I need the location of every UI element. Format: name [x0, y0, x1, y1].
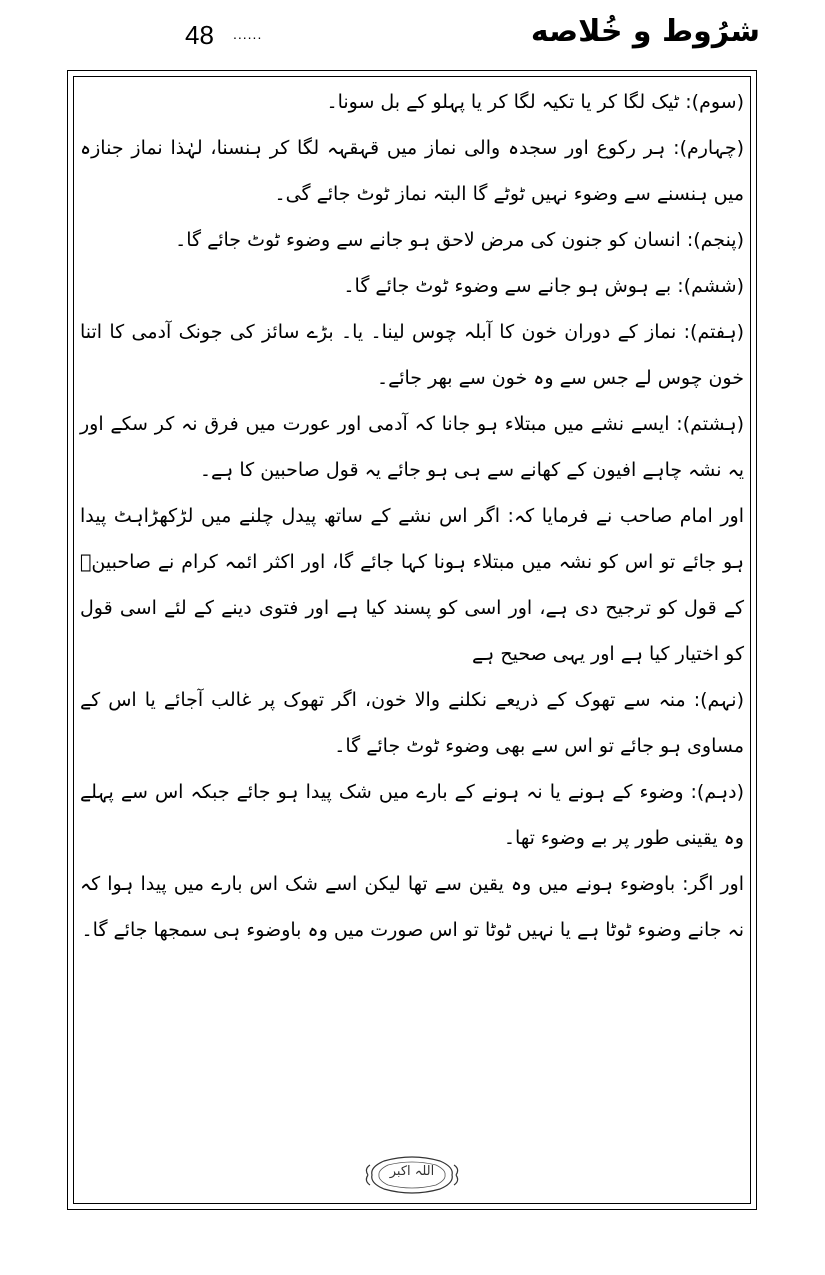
paragraph-insanity: (پنجم): انسان کو جنون کی مرض لاحق ہو جانے سے وضوء ٹوٹ جائے گا۔ [175, 229, 744, 251]
page-number: 48 [185, 20, 214, 50]
ornament-calligraphy-text: اللہ اکبر [389, 1164, 435, 1179]
paragraph-intoxication: (ہشتم): ایسے نشے میں مبتلاء ہو جانا کہ آدمی اور عورت میں فرق نہ کر سکے اور یہ نشہ چاہے افیون کے کھانے سے ہی ہو جائے یہ قول صاحبین کا ہے۔ [80, 413, 744, 481]
paragraph-imam-opinion: اور امام صاحب نے فرمایا کہ: اگر اس نشے کے ساتھ پیدل چلنے میں لڑکھڑاہٹ پیدا ہو جائے تو اس کو نشہ میں مبتلاء ہونا کہا جائے گا، اور اکثر ائمہ کرام نے صاحبینؒ کے قول کو ترجیح دی ہے، اور اسی کو پسند کیا ہے اور فتوی دینے کے لئے اسی قول کو اختیار کیا ہے اور یہی صحیح ہے [80, 505, 744, 665]
paragraph-blood-in-saliva: (نہم): منہ سے تھوک کے ذریعے نکلنے والا خون، اگر تھوک پر غالب آجائے یا اس کے مساوی ہو جائے تو اس سے بھی وضوء ٹوٹ جائے گا۔ [80, 689, 744, 757]
page-number-leader: ...... [233, 26, 263, 42]
text-frame [67, 70, 757, 1210]
paragraph-certainty: اور اگر: باوضوء ہونے میں وہ یقین سے تھا لیکن اسے شک اس بارے میں پیدا ہوا کہ نہ جانے وضوء ٹوٹا ہے یا نہیں ٹوٹا تو اس صورت میں وہ باوضوء ہی سمجھا جائے گا۔ [80, 873, 744, 941]
page-header [70, 14, 760, 60]
paragraph-unconsciousness: (ششم): بے ہوش ہو جانے سے وضوء ٹوٹ جائے گا۔ [343, 275, 744, 297]
running-title: شرُوط و خُلاصه [530, 14, 760, 49]
body-text [80, 79, 744, 953]
paragraph-sleeping: (سوم): ٹیک لگا کر یا تکیہ لگا کر یا پہلو کے بل سونا۔ [326, 91, 744, 113]
paragraph-blood-blister: (ہفتم): نماز کے دوران خون کا آبلہ چوس لینا۔ یا۔ بڑے سائز کی جونک آدمی کا اتنا خون چوس لے جس سے وہ خون سے بھر جائے۔ [80, 321, 744, 389]
paragraph-doubt: (دہم): وضوء کے ہونے یا نہ ہونے کے بارے میں شک پیدا ہو جائے جبکہ اس سے پہلے وہ یقینی طور پر بے وضوء تھا۔ [80, 781, 744, 849]
paragraph-laughing: (چہارم): ہر رکوع اور سجدہ والی نماز میں قہقہہ لگا کر ہنسنا، لہٰذا نماز جنازہ میں ہنسنے سے وضوء نہیں ٹوٹے گا البتہ نماز ٹوٹ جائے گی۔ [80, 137, 744, 205]
calligraphy-ornament [364, 1155, 460, 1195]
